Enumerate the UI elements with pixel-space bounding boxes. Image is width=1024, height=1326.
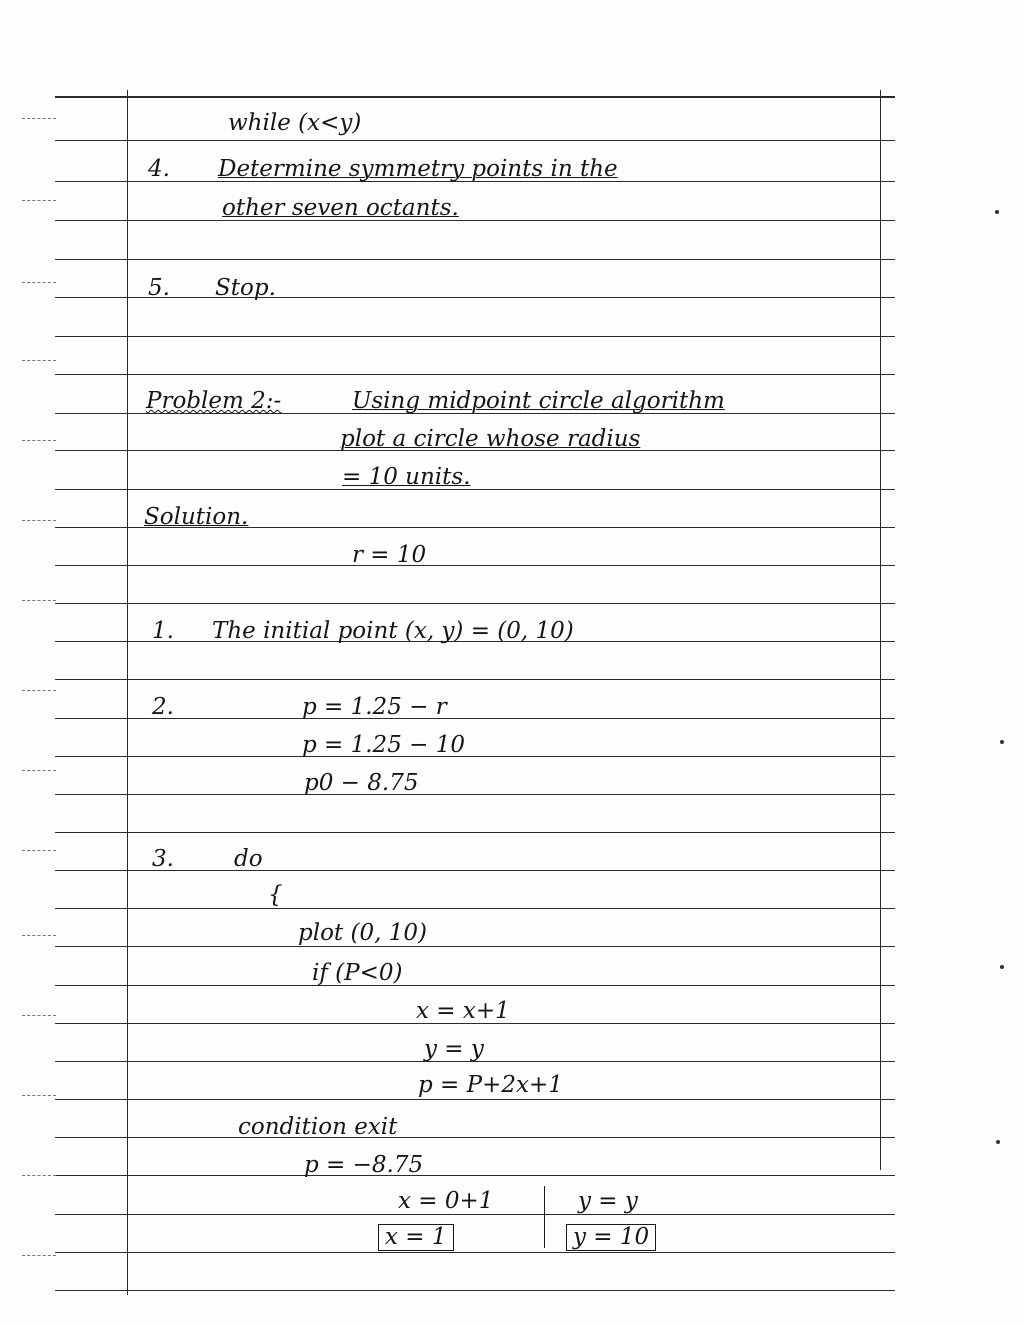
ruled-line [55, 679, 895, 680]
p-update: p = P+2x+1 [418, 1072, 563, 1098]
edge-mark [22, 1095, 56, 1096]
x-calculation: x = 0+1 [398, 1188, 494, 1214]
ruled-line [55, 374, 895, 375]
scan-speck [1000, 740, 1004, 744]
ruled-line [55, 1137, 895, 1138]
ruled-line [55, 1214, 895, 1215]
solution-label: Solution. [144, 504, 249, 530]
ruled-line [55, 336, 895, 337]
x-result-box: x = 1 [378, 1224, 454, 1251]
problem-text: Using midpoint circle algorithm [352, 388, 725, 414]
step-4-text-cont: other seven octants. [222, 195, 459, 221]
edge-mark [22, 200, 56, 201]
step-5-number: 5. [148, 275, 170, 301]
edge-mark [22, 770, 56, 771]
ruled-line [55, 489, 895, 490]
do-keyword: do [234, 846, 263, 872]
scan-speck [996, 1140, 1000, 1144]
ruled-line [55, 756, 895, 757]
edge-mark [22, 520, 56, 521]
ruled-line [55, 140, 895, 141]
edge-mark [22, 118, 56, 119]
x-update: x = x+1 [416, 998, 510, 1024]
ruled-line [55, 1290, 895, 1291]
while-condition: while (x<y) [228, 110, 362, 136]
step-4-text: Determine symmetry points in the [218, 156, 618, 182]
step-4-number: 4. [148, 156, 170, 182]
ruled-line [55, 794, 895, 795]
y-result-box: y = 10 [566, 1224, 656, 1251]
y-update: y = y [424, 1036, 484, 1062]
ruled-line [55, 832, 895, 833]
ruled-line [55, 946, 895, 947]
edge-mark [22, 360, 56, 361]
ruled-line [55, 870, 895, 871]
step-5-text: Stop. [215, 275, 276, 301]
solution-step-1-text: The initial point (x, y) = (0, 10) [212, 618, 574, 644]
ruled-line [55, 908, 895, 909]
scan-speck [995, 210, 999, 214]
ruled-line [55, 718, 895, 719]
plot-call: plot (0, 10) [298, 920, 427, 946]
edge-mark [22, 690, 56, 691]
edge-mark [22, 1175, 56, 1176]
ruled-line [55, 220, 895, 221]
right-margin-line [880, 90, 881, 1170]
radius-value: r = 10 [352, 542, 427, 568]
ruled-line [55, 565, 895, 566]
edge-mark [22, 935, 56, 936]
solution-step-2-number: 2. [152, 694, 174, 720]
problem-text-cont: plot a circle whose radius [340, 426, 641, 452]
solution-step-3-number: 3. [152, 846, 174, 872]
edge-mark [22, 440, 56, 441]
open-brace: { [268, 882, 283, 908]
result-divider [544, 1186, 545, 1248]
p-initial-value: p0 − 8.75 [304, 770, 419, 796]
edge-mark [22, 1255, 56, 1256]
y-calculation: y = y [578, 1188, 638, 1214]
condition-exit: condition exit [238, 1114, 398, 1140]
problem-label: Problem 2:- [146, 388, 282, 414]
if-condition: if (P<0) [312, 960, 403, 986]
scan-speck [1000, 965, 1004, 969]
p-formula: p = 1.25 − r [302, 694, 447, 720]
left-margin-line [127, 90, 128, 1295]
edge-mark [22, 850, 56, 851]
ruled-line [55, 1099, 895, 1100]
solution-step-1-number: 1. [152, 618, 174, 644]
ruled-line [55, 259, 895, 260]
ruled-line [55, 1252, 895, 1253]
problem-text-cont2: = 10 units. [342, 464, 471, 490]
edge-mark [22, 282, 56, 283]
edge-mark [22, 1015, 56, 1016]
ruled-line [55, 1175, 895, 1176]
ruled-line [55, 985, 895, 986]
ruled-line [55, 297, 895, 298]
ruled-line [55, 96, 895, 98]
ruled-line [55, 603, 895, 604]
edge-mark [22, 600, 56, 601]
p-current-value: p = −8.75 [304, 1152, 424, 1178]
p-substitution: p = 1.25 − 10 [302, 732, 465, 758]
